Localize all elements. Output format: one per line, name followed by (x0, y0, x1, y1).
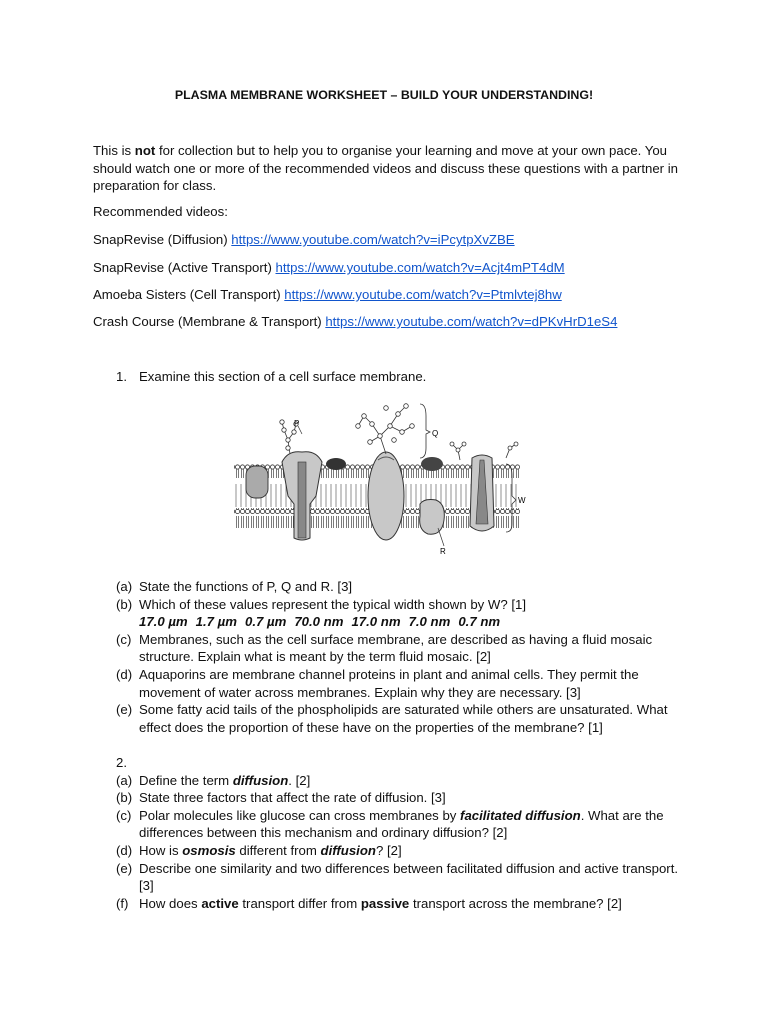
value-option: 70.0 nm (294, 614, 344, 630)
question-2-number: 2. (116, 755, 127, 770)
video-label: Amoeba Sisters (Cell Transport) (93, 287, 285, 302)
label-p: P (294, 419, 300, 428)
part-text (139, 895, 686, 913)
question-part (116, 701, 686, 736)
page-title: PLASMA MEMBRANE WORKSHEET – BUILD YOUR UNDERSTANDING! (174, 88, 594, 102)
part-label: (e) (116, 860, 133, 876)
video-label: SnapRevise (Diffusion) (93, 232, 232, 247)
part-label: (f) (116, 895, 129, 911)
intro-text-start: This is (93, 143, 135, 158)
question-part (116, 631, 686, 666)
part-label: (e) (116, 702, 133, 718)
recommended-videos-label: Recommended videos: (93, 204, 228, 219)
video-link[interactable]: https://www.youtube.com/watch?v=iPcytpXvZBE (231, 232, 515, 247)
text-segment: ? [2] (375, 842, 402, 858)
part-text (139, 772, 686, 790)
part-text: Membranes, such as the cell surface membrane, are described as having a fluid mosaic structure. Explain what is meant by the term fluid mosaic. [2] (139, 631, 653, 665)
text-segment: transport across the membrane? [2] (409, 895, 622, 911)
integral-protein (368, 452, 404, 540)
video-item (93, 260, 565, 275)
glycoprotein-dark (421, 457, 443, 471)
text-segment: How is (139, 842, 183, 858)
text-segment: Polar molecules like glucose can cross membranes by (139, 807, 461, 823)
question-1-parts (116, 578, 686, 736)
bold-term: passive (360, 895, 410, 911)
question-part (116, 578, 686, 596)
value-options (116, 613, 686, 631)
emphasis-term: facilitated diffusion (460, 807, 581, 823)
value-option: 17.0 nm (351, 614, 401, 630)
bold-term: active (201, 895, 239, 911)
part-label: (b) (116, 790, 133, 806)
label-w: W (518, 496, 526, 505)
label-q: Q (432, 429, 439, 438)
part-text: State three factors that affect the rate of diffusion. [3] (139, 790, 446, 806)
part-text: Which of these values represent the typical width shown by W? [1] (139, 596, 527, 612)
video-link[interactable]: https://www.youtube.com/watch?v=dPKvHrD1eS4 (325, 314, 618, 329)
protein-r (420, 500, 445, 535)
emphasis-term: diffusion (232, 772, 289, 788)
question-2 (116, 754, 686, 912)
part-label: (d) (116, 842, 133, 858)
value-option: 7.0 nm (408, 614, 451, 630)
text-segment: . What are the differences between this mechanism and ordinary diffusion? [2] (139, 807, 664, 841)
question-part (116, 596, 686, 614)
part-text (139, 842, 686, 860)
question-part (116, 842, 686, 860)
emphasis-term: diffusion (320, 842, 376, 858)
value-option: 0.7 µm (244, 614, 287, 630)
emphasis-term: osmosis (182, 842, 236, 858)
part-label: (a) (116, 579, 133, 594)
part-label: (c) (116, 807, 132, 823)
question-part (116, 772, 686, 790)
part-label: (a) (116, 772, 133, 788)
video-item (93, 232, 515, 247)
intro-text-rest: for collection but to help you to organise your learning and move at your own pace. You should watch one or more of the recommended videos and discuss these questions with a partner in preparation for class. (93, 143, 678, 194)
value-option: 17.0 µm (139, 614, 188, 630)
text-segment: . [2] (288, 772, 311, 788)
label-r: R (440, 547, 446, 556)
value-option: 0.7 nm (458, 614, 501, 630)
text-segment: How does (139, 895, 202, 911)
part-text: Aquaporins are membrane channel proteins in plant and animal cells. They permit the movement of water across membranes. Explain why they are necessary. [3] (139, 666, 639, 700)
glycocalyx-q (356, 404, 415, 454)
text-segment: transport differ from (238, 895, 361, 911)
question-part (116, 895, 686, 913)
video-label: SnapRevise (Active Transport) (93, 260, 276, 275)
part-text (139, 807, 686, 842)
video-link[interactable]: https://www.youtube.com/watch?v=Ptmlvtej8hw (284, 287, 562, 302)
text-segment: Define the term (139, 772, 233, 788)
glycoprotein-dark (326, 458, 346, 470)
peripheral-protein (246, 466, 268, 498)
membrane-diagram (230, 396, 530, 558)
value-option: 1.7 µm (195, 614, 237, 630)
question-part (116, 789, 686, 807)
video-item (93, 314, 617, 329)
question-number: 1. (116, 369, 127, 384)
question-text: Examine this section of a cell surface membrane. (139, 369, 427, 384)
part-text: Some fatty acid tails of the phospholipids are saturated while others are unsaturated. What effect does the proportion of these have on the properties of the membrane? [1] (139, 702, 668, 735)
question-1-heading (116, 369, 426, 384)
question-part (116, 666, 686, 701)
text-segment: different from (235, 842, 321, 858)
part-label: (b) (116, 596, 133, 612)
part-label: (c) (116, 631, 132, 647)
video-label: Crash Course (Membrane & Transport) (93, 314, 326, 329)
intro-bold-not: not (134, 143, 156, 158)
video-link[interactable]: https://www.youtube.com/watch?v=Acjt4mPT4dM (275, 260, 565, 275)
part-label: (d) (116, 666, 133, 682)
part-text: Describe one similarity and two differences between facilitated diffusion and active transport. [3] (139, 860, 679, 894)
question-part (116, 807, 686, 842)
video-item (93, 287, 562, 302)
question-part (116, 860, 686, 895)
part-text: State the functions of P, Q and R. [3] (139, 579, 353, 594)
intro-paragraph (93, 142, 683, 195)
